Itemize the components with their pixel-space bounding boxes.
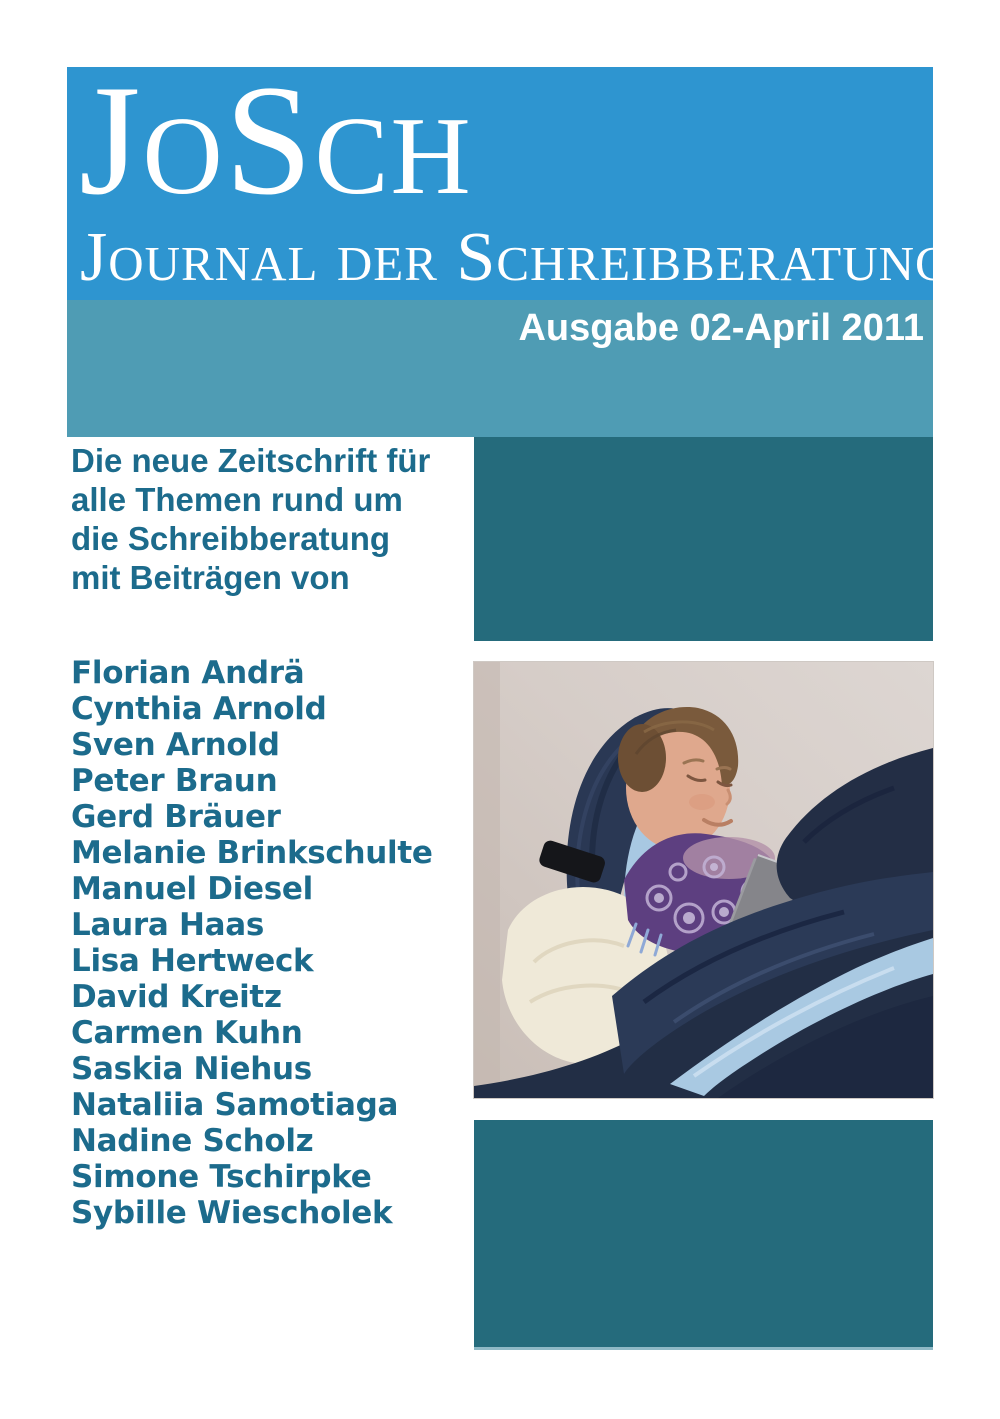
intro-line: alle Themen rund um xyxy=(71,481,403,518)
contributor-name: Melanie Brinkschulte xyxy=(71,835,433,871)
decor-block-top xyxy=(474,437,933,641)
contributor-name: David Kreitz xyxy=(71,979,282,1015)
contributor-list xyxy=(71,655,433,1231)
contributor-name: Nataliia Samotiaga xyxy=(71,1087,399,1123)
intro-line: mit Beiträgen von xyxy=(71,559,350,596)
issue-banner xyxy=(67,300,933,437)
photo-wall-shadow xyxy=(474,662,500,1098)
issue-label: Ausgabe 02-April 2011 xyxy=(518,307,924,349)
intro-text xyxy=(71,441,471,597)
contributor-name: Carmen Kuhn xyxy=(71,1015,303,1051)
contributor-name: Manuel Diesel xyxy=(71,871,313,907)
cover-photo xyxy=(474,662,933,1098)
contributor-name: Nadine Scholz xyxy=(71,1123,314,1159)
contributor-name: Saskia Niehus xyxy=(71,1051,312,1087)
contributor-name: Laura Haas xyxy=(71,907,264,943)
contributor-name: Lisa Hertweck xyxy=(71,943,314,979)
masthead xyxy=(67,53,952,300)
contributor-name: Gerd Bräuer xyxy=(71,799,281,835)
journal-subtitle: Journal der Schreibberatung xyxy=(80,219,952,296)
cover-photo-illustration xyxy=(474,662,933,1098)
journal-title: JoSch xyxy=(79,53,473,228)
decor-block-bottom xyxy=(474,1120,933,1350)
intro-line: Die neue Zeitschrift für xyxy=(71,442,431,479)
contributor-name: Simone Tschirpke xyxy=(71,1159,372,1195)
contributor-name: Sven Arnold xyxy=(71,727,280,763)
contributor-name: Florian Andrä xyxy=(71,655,305,691)
contributor-name: Sybille Wiescholek xyxy=(71,1195,393,1231)
contributor-name: Cynthia Arnold xyxy=(71,691,327,727)
intro-line: die Schreibberatung xyxy=(71,520,391,557)
contributor-name: Peter Braun xyxy=(71,763,278,799)
